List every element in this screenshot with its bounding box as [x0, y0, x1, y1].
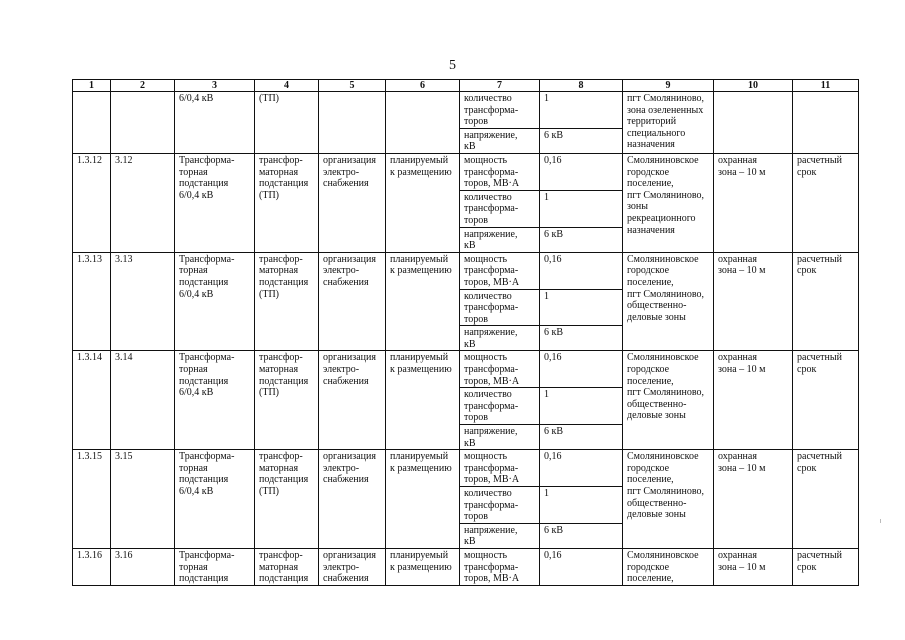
- cell-param-name: мощность трансформа- торов, МВ·А: [460, 548, 540, 585]
- cell-object-name: 6/0,4 кВ: [175, 92, 255, 154]
- cell-zone: охранная зона – 10 м: [714, 351, 793, 450]
- cell-zone: охранная зона – 10 м: [714, 252, 793, 351]
- cell-zone: охранная зона – 10 м: [714, 548, 793, 585]
- cell-param-value: 0,16: [540, 548, 623, 585]
- cell-number: 1.3.14: [73, 351, 111, 450]
- cell-param-name: количество трансформа- торов: [460, 190, 540, 227]
- cell-param-value: 6 кВ: [540, 523, 623, 548]
- page-number: 5: [449, 58, 456, 73]
- cell-purpose: организация электро- снабжения: [319, 351, 386, 450]
- cell-object-name: Трансформа- торная подстанция 6/0,4 кВ: [175, 252, 255, 351]
- cell-number: 1.3.16: [73, 548, 111, 585]
- cell-object-name: Трансформа- торная подстанция 6/0,4 кВ: [175, 450, 255, 549]
- cell-param-value: 6 кВ: [540, 128, 623, 153]
- cell-param-name: мощность трансформа- торов, МВ·А: [460, 450, 540, 487]
- cell-code: 3.14: [111, 351, 175, 450]
- cell-object-type: трансфор- маторная подстанция (ТП): [255, 450, 319, 549]
- cell-param-value: 0,16: [540, 252, 623, 289]
- cell-param-value: 1: [540, 190, 623, 227]
- cell-purpose: организация электро- снабжения: [319, 548, 386, 585]
- cell-status: планируемый к размещению: [386, 450, 460, 549]
- cell-location: Смоляниновское городское поселение, пгт Смоляниново, общественно- деловые зоны: [623, 252, 714, 351]
- cell-param-name: напряжение, кВ: [460, 523, 540, 548]
- cell-status: планируемый к размещению: [386, 153, 460, 252]
- cell-zone: охранная зона – 10 м: [714, 153, 793, 252]
- cell-term: расчетный срок: [793, 450, 859, 549]
- cell-param-name: мощность трансформа- торов, МВ·А: [460, 153, 540, 190]
- cell-number: 1.3.13: [73, 252, 111, 351]
- header-row: [73, 80, 859, 92]
- cell-param-value: 1: [540, 388, 623, 425]
- cell-code: 3.16: [111, 548, 175, 585]
- cell-param-value: 1: [540, 487, 623, 524]
- cell-code: 3.12: [111, 153, 175, 252]
- cell-object-name: Трансформа- торная подстанция: [175, 548, 255, 585]
- table-row: [73, 450, 859, 487]
- continuation-row: [73, 92, 859, 129]
- cell-purpose: организация электро- снабжения: [319, 252, 386, 351]
- cell-location: Смоляниновское городское поселение, пгт Смоляниново, общественно- деловые зоны: [623, 450, 714, 549]
- table-row: [73, 351, 859, 388]
- table-row: [73, 252, 859, 289]
- cell-term: расчетный срок: [793, 351, 859, 450]
- cell-location: Смоляниновское городское поселение, пгт Смоляниново, зоны рекреационного назначения: [623, 153, 714, 252]
- column-header: 2: [111, 80, 175, 92]
- cell-zone: [714, 92, 793, 154]
- column-header: 10: [714, 80, 793, 92]
- cell-status: планируемый к размещению: [386, 548, 460, 585]
- column-header: 5: [319, 80, 386, 92]
- cell-param-name: напряжение, кВ: [460, 425, 540, 450]
- cell-param-value: 1: [540, 289, 623, 326]
- cell-code: [111, 92, 175, 154]
- cell-number: 1.3.15: [73, 450, 111, 549]
- cell-object-type: трансфор- маторная подстанция (ТП): [255, 153, 319, 252]
- cell-term: расчетный срок: [793, 153, 859, 252]
- column-header: 8: [540, 80, 623, 92]
- cell-param-value: 0,16: [540, 450, 623, 487]
- cell-param-value: 6 кВ: [540, 326, 623, 351]
- cell-param-name: мощность трансформа- торов, МВ·А: [460, 351, 540, 388]
- column-header: 11: [793, 80, 859, 92]
- column-header: 3: [175, 80, 255, 92]
- cell-status: планируемый к размещению: [386, 351, 460, 450]
- cell-code: 3.15: [111, 450, 175, 549]
- cell-param-value: 6 кВ: [540, 227, 623, 252]
- cell-param-value: 0,16: [540, 351, 623, 388]
- cell-object-type: трансфор- маторная подстанция: [255, 548, 319, 585]
- cell-purpose: [319, 92, 386, 154]
- cell-term: расчетный срок: [793, 252, 859, 351]
- cell-number: [73, 92, 111, 154]
- infrastructure-table: [72, 79, 859, 586]
- cell-param-name: количество трансформа- торов: [460, 92, 540, 129]
- cell-location: Смоляниновское городское поселение, пгт Смоляниново, общественно- деловые зоны: [623, 351, 714, 450]
- cell-param-value: 0,16: [540, 153, 623, 190]
- column-header: 6: [386, 80, 460, 92]
- cell-zone: охранная зона – 10 м: [714, 450, 793, 549]
- column-header: 1: [73, 80, 111, 92]
- cell-location: Смоляниновское городское поселение,: [623, 548, 714, 585]
- cell-status: планируемый к размещению: [386, 252, 460, 351]
- cell-code: 3.13: [111, 252, 175, 351]
- cell-purpose: организация электро- снабжения: [319, 450, 386, 549]
- cell-param-value: 1: [540, 92, 623, 129]
- table-row: [73, 153, 859, 190]
- cell-param-value: 6 кВ: [540, 425, 623, 450]
- cell-object-type: трансфор- маторная подстанция (ТП): [255, 351, 319, 450]
- cell-number: 1.3.12: [73, 153, 111, 252]
- cell-object-name: Трансформа- торная подстанция 6/0,4 кВ: [175, 153, 255, 252]
- cell-location: пгт Смоляниново, зона озелененных территорий специального назначения: [623, 92, 714, 154]
- cell-object-type: (ТП): [255, 92, 319, 154]
- cell-param-name: количество трансформа- торов: [460, 289, 540, 326]
- cell-status: [386, 92, 460, 154]
- cell-param-name: напряжение, кВ: [460, 227, 540, 252]
- column-header: 4: [255, 80, 319, 92]
- cell-param-name: мощность трансформа- торов, МВ·А: [460, 252, 540, 289]
- table-row: [73, 548, 859, 585]
- cell-param-name: напряжение, кВ: [460, 326, 540, 351]
- cell-object-name: Трансформа- торная подстанция 6/0,4 кВ: [175, 351, 255, 450]
- cell-term: расчетный срок: [793, 548, 859, 585]
- column-header: 9: [623, 80, 714, 92]
- scan-mark: [880, 519, 881, 523]
- column-header: 7: [460, 80, 540, 92]
- table-body: [73, 80, 859, 586]
- cell-param-name: количество трансформа- торов: [460, 388, 540, 425]
- cell-purpose: организация электро- снабжения: [319, 153, 386, 252]
- cell-object-type: трансфор- маторная подстанция (ТП): [255, 252, 319, 351]
- cell-param-name: количество трансформа- торов: [460, 487, 540, 524]
- cell-term: [793, 92, 859, 154]
- cell-param-name: напряжение, кВ: [460, 128, 540, 153]
